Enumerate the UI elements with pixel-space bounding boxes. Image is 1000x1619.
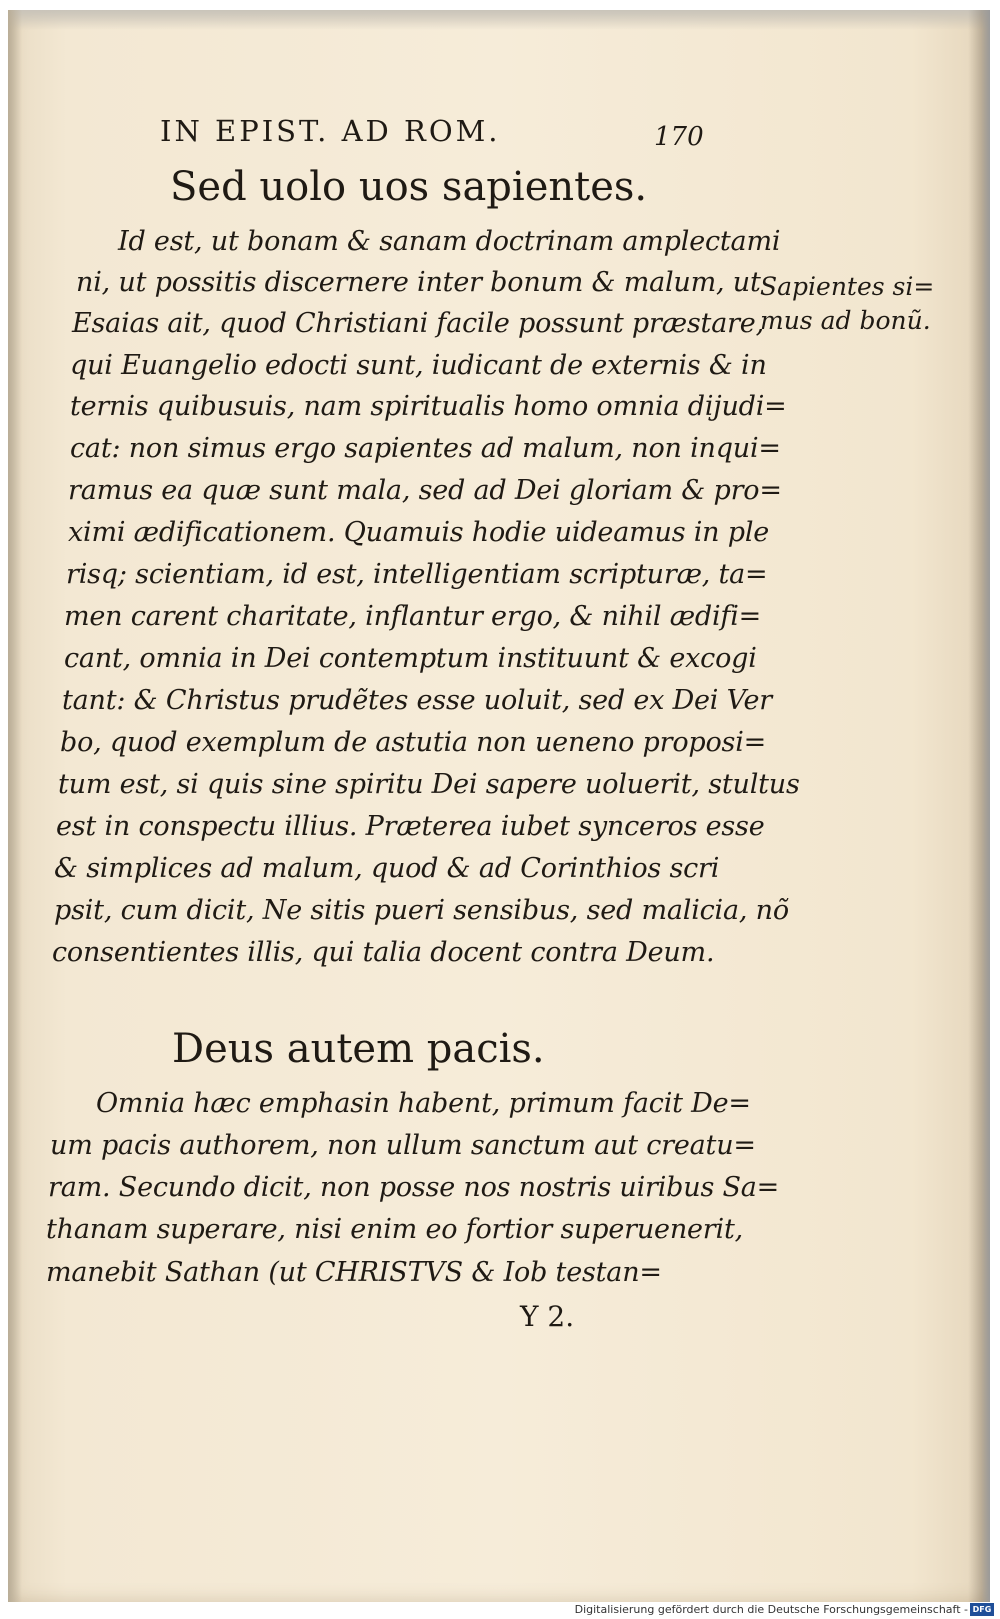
binding-shadow (8, 10, 22, 1602)
body-line: consentientes illis, qui talia docent contra Deum. (52, 937, 715, 968)
digitization-credit: Digitalisierung gefördert durch die Deutsche Forschungsgemeinschaft - (574, 1603, 968, 1616)
body-line: est in conspectu illius. Præterea iubet synceros esse (56, 811, 765, 842)
body-line: & simplices ad malum, quod & ad Corinthios scri (54, 853, 720, 884)
body-line: ximi ædificationem. Quamuis hodie uideamus in ple (68, 517, 770, 548)
margin-note-line: Sapientes si= (760, 272, 935, 301)
body-line: ni, ut possitis discernere inter bonum & malum, ut (76, 267, 761, 298)
body-line: cat: non simus ergo sapientes ad malum, non inqui= (70, 433, 781, 464)
margin-note-line: mus ad bonũ. (760, 306, 931, 335)
section-heading-deus-pacis: Deus autem pacis. (172, 1026, 545, 1072)
body-line: manebit Sathan (ut CHRISTVS & Iob testan= (46, 1257, 662, 1288)
page-number: 170 (654, 122, 704, 152)
body-line: thanam superare, nisi enim eo fortior superuenerit, (46, 1214, 743, 1245)
body-line: risq; scientiam, id est, intelligentiam scripturæ, ta= (66, 559, 768, 590)
running-head: IN EPIST. AD ROM. (160, 114, 501, 148)
body-line: um pacis authorem, non ullum sanctum aut creatu= (50, 1130, 756, 1161)
body-line: Omnia hæc emphasin habent, primum facit De= (96, 1088, 751, 1119)
body-line: psit, cum dicit, Ne sitis pueri sensibus, sed malicia, nõ (54, 895, 789, 926)
body-line: ram. Secundo dicit, non posse nos nostris uiribus Sa= (48, 1172, 780, 1203)
dfg-logo: DFG (970, 1603, 994, 1616)
body-line: cant, omnia in Dei contemptum instituunt & excogi (64, 643, 757, 674)
body-line: qui Euangelio edocti sunt, iudicant de externis & in (70, 350, 767, 381)
page-right-edge (968, 10, 990, 1602)
body-line: bo, quod exemplum de astutia non ueneno proposi= (60, 727, 767, 758)
body-line: Esaias ait, quod Christiani facile possunt præstare, (72, 308, 764, 339)
body-line: ramus ea quæ sunt mala, sed ad Dei gloriam & pro= (68, 475, 782, 506)
page-top-shadow (8, 10, 990, 30)
body-line: Id est, ut bonam & sanam doctrinam amplectami (118, 226, 781, 257)
body-line: men carent charitate, inflantur ergo, & nihil ædifi= (64, 601, 762, 632)
body-line: ternis quibusuis, nam spiritualis homo omnia dijudi= (70, 391, 787, 422)
body-line: tant: & Christus prudẽtes esse uoluit, sed ex Dei Ver (62, 685, 772, 716)
signature-mark: Y 2. (520, 1300, 575, 1333)
section-heading-sapientes: Sed uolo uos sapientes. (170, 164, 648, 210)
body-line: tum est, si quis sine spiritu Dei sapere uoluerit, stultus (58, 769, 800, 800)
